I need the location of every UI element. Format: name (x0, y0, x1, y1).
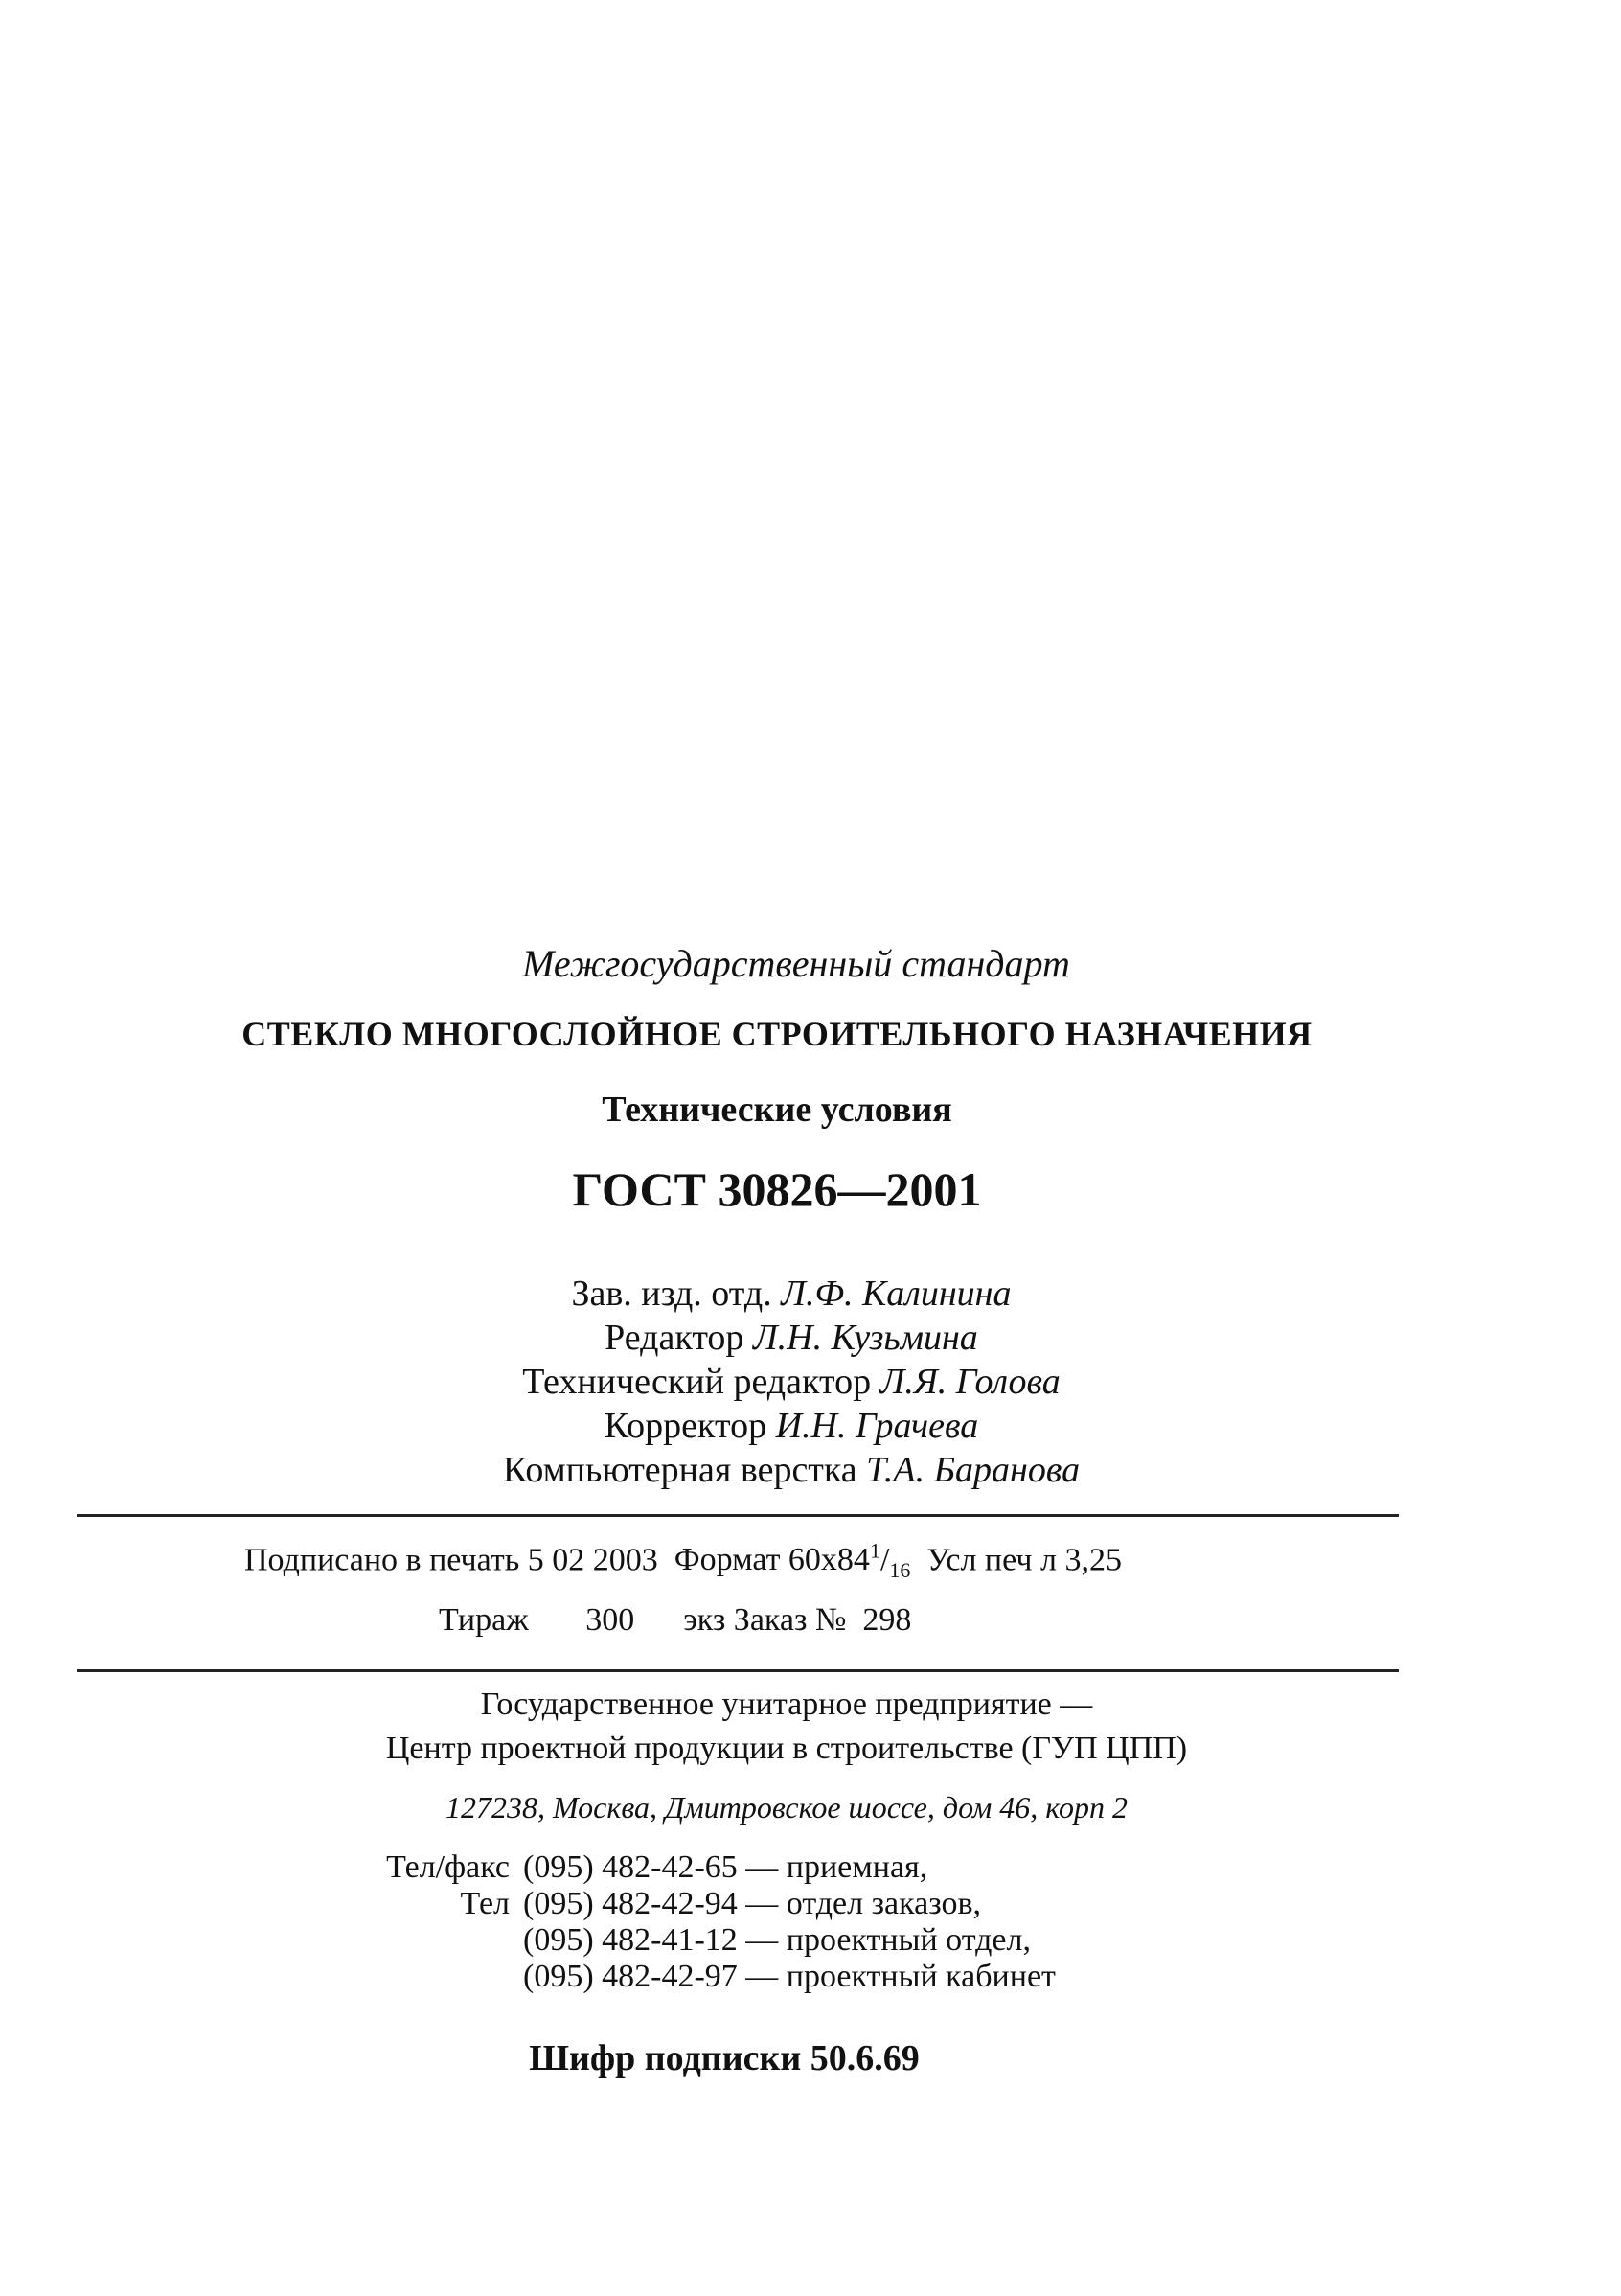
contacts-block (347, 1849, 1209, 2041)
divider-bottom (77, 1669, 1399, 1672)
publisher-line-1: Государственное унитарное предприятие — (480, 1687, 1093, 1722)
imprint-sheets: Усл печ л 3,25 (926, 1542, 1122, 1578)
credit-line-tech-editor (0, 1361, 1602, 1403)
imprint-circulation-value: 300 (585, 1602, 635, 1638)
imprint-format: Формат $60х84^1/_{16}$ (674, 1539, 911, 1583)
imprint-copies-order: экз Заказ № (683, 1602, 847, 1638)
imprint-line-1 (244, 1539, 1122, 1583)
divider-top (77, 1514, 1399, 1517)
imprint-circulation-label: Тираж (439, 1602, 529, 1638)
contact-phone: (095) 482-42-94 — отдел заказов, (523, 1886, 982, 1921)
credit-role: Редактор (605, 1318, 744, 1358)
credit-line-head-editor (0, 1273, 1602, 1315)
credit-role: Зав. изд. отд. (571, 1274, 772, 1314)
contact-label: Тел (460, 1886, 510, 1921)
credit-name: Т.А. Баранова (866, 1450, 1081, 1490)
credit-line-editor (0, 1317, 1602, 1359)
credit-line-corrector (0, 1405, 1602, 1447)
contact-phone: (095) 482-42-97 — проектный кабинет (523, 1959, 1056, 1994)
credit-role: Корректор (604, 1406, 767, 1446)
credit-name: И.Н. Грачева (775, 1406, 979, 1446)
imprint-order-number: 298 (862, 1602, 912, 1638)
publisher-address: 127238, Москва, Дмитровское шоссе, дом 46, корп 2 (445, 1790, 1129, 1825)
contact-label: Тел/факс (386, 1849, 510, 1885)
imprint-signed: Подписано в печать 5 02 2003 (244, 1542, 658, 1578)
standard-code: ГОСТ 30826—2001 (572, 1162, 982, 1216)
credit-role: Компьютерная верстка (502, 1450, 857, 1490)
credit-name: Л.Н. Кузьмина (752, 1318, 978, 1358)
credit-name: Л.Я. Голова (879, 1362, 1061, 1402)
publisher-line-2: Центр проектной продукции в строительстве (ГУП ЦПП) (385, 1731, 1188, 1766)
standard-category: Межгосударственный стандарт (522, 942, 1070, 985)
document-subtitle: Технические условия (602, 1090, 952, 1130)
credit-name: Л.Ф. Калинина (781, 1274, 1012, 1314)
credit-line-layout (0, 1449, 1602, 1491)
subscription-code: Шифр подписки 50.6.69 (529, 2038, 920, 2078)
imprint-line-2 (439, 1602, 911, 1639)
credit-role: Технический редактор (522, 1362, 872, 1402)
document-title: СТЕКЛО МНОГОСЛОЙНОЕ СТРОИТЕЛЬНОГО НАЗНАЧЕНИЯ (241, 1015, 1313, 1053)
contact-phone: (095) 482-42-65 — приемная, (523, 1849, 928, 1885)
contact-phone: (095) 482-41-12 — проектный отдел, (523, 1922, 1031, 1958)
